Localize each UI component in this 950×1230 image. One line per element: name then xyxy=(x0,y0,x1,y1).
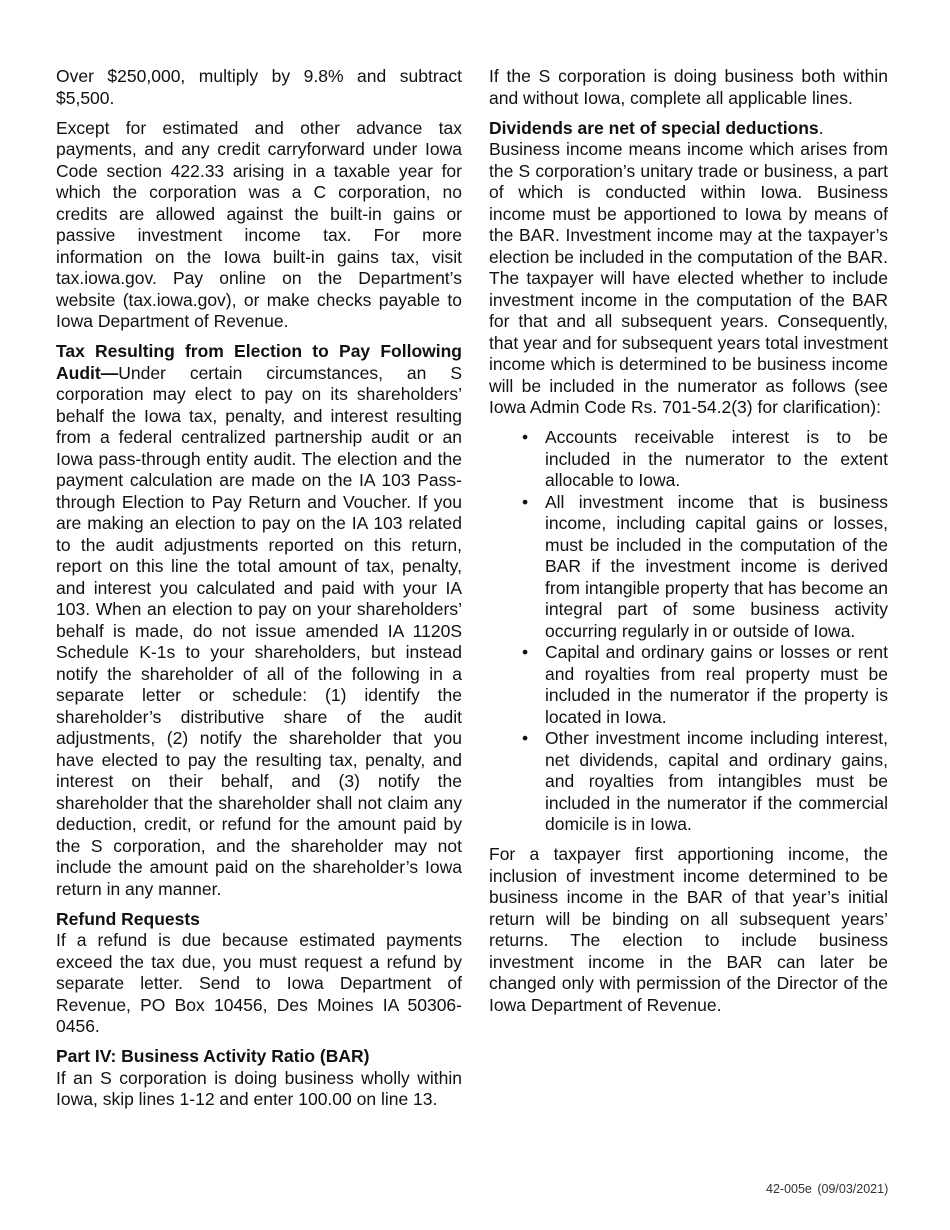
refund-heading: Refund Requests xyxy=(56,908,200,929)
form-number-footer: 42-005e (09/03/2021) xyxy=(766,1182,889,1196)
left-column xyxy=(56,66,462,1119)
dividends-heading-period: . xyxy=(818,117,824,138)
within-without-paragraph: If the S corporation is doing business both within and without Iowa, complete all applicable lines. xyxy=(489,66,888,108)
election-to-pay-paragraph xyxy=(56,341,462,900)
business-income-paragraph: Business income means income which arises from the S corporation’s unitary trade or business, a part of which is conducted within Iowa. Business income must be apportioned to Iowa by means of the BAR. Investment income may at the taxpayer’s election be included in the computation of the BAR. The taxpayer will have elected whether to include investment income in the computation of the BAR for that and all subsequent years. Consequently, that year and for subsequent years total investment income which is determined to be business income will be included in the numerator as follows (see Iowa Admin Code Rs. 701-54.2(3) for clarification): xyxy=(489,139,888,417)
bar-paragraph: If an S corporation is doing business wholly within Iowa, skip lines 1-12 and enter 100.00 on line 13. xyxy=(56,1067,462,1109)
list-item: • Other investment income including interest, net dividends, capital and ordinary gains, and royalties from intangibles must be included in the numerator if the commercial domicile is in Iowa. xyxy=(545,728,888,836)
bar-heading: Part IV: Business Activity Ratio (BAR) xyxy=(56,1046,370,1066)
list-item: • All investment income that is business income, including capital gains or losses, must be included in the computation of the BAR if the investment income is derived from intangible property that has become an integral part of some business activity occurring regularly in or outside of Iowa. xyxy=(545,492,888,643)
list-item: • Capital and ordinary gains or losses or rent and royalties from real property must be included in the numerator if the property is located in Iowa. xyxy=(545,642,888,728)
tax-rate-paragraph: Over $250,000, multiply by 9.8% and subtract $5,500. xyxy=(56,66,462,108)
credits-paragraph: Except for estimated and other advance tax payments, and any credit carryforward under Iowa Code section 422.33 arising in a taxable year for which the corporation was a C corporation, no credits are allowed against the built-in gains or passive investment income tax. For more information on the Iowa built-in gains tax, visit tax.iowa.gov. Pay online on the Department’s website (tax.iowa.gov), or make checks payable to Iowa Department of Revenue. xyxy=(56,117,462,331)
investment-income-list xyxy=(489,427,888,836)
list-item: • Accounts receivable interest is to be included in the numerator to the extent allocable to Iowa. xyxy=(545,427,888,492)
dividends-heading-text: Dividends are net of special deductions xyxy=(489,117,819,138)
election-heading: Tax Resulting from Election to Pay Following Audit— xyxy=(56,341,462,383)
first-apportioning-paragraph: For a taxpayer first apportioning income, the inclusion of investment income determined to be business income in the BAR of that year’s initial return will be binding on all subsequent years’ returns. The election to include business investment income in the BAR can later be changed only with permission of the Director of the Iowa Department of Revenue. xyxy=(489,844,888,1015)
election-text: Under certain circumstances, an S corporation may elect to pay on its shareholders’ behalf the Iowa tax, penalty, and interest resulting from a federal centralized partnership audit or an Iowa pass-through entity audit. The election and the payment calculation are made on the IA 103 Pass-through Election to Pay Return and Voucher. If you are making an election to pay on the IA 103 related to the audit adjustments reported on this return, report on this line the total amount of tax, penalty, and interest you calculated and paid with your IA 103. When an election to pay on your shareholders’ behalf is made, do not issue amended IA 1120S Schedule K-1s to your shareholders, but instead notify the shareholder of all of the following in a separate letter or schedule: (1) identify the shareholder’s distributive share of the audit adjustments, (2) notify the shareholder that you have elected to pay the resulting tax, penalty, and interest on their behalf, and (3) notify the shareholder that the shareholder shall not claim any deduction, credit, or refund for the amount paid by the S corporation, and the shareholder may not include the amount paid on the shareholder’s Iowa return in any manner. xyxy=(56,362,462,899)
dividends-heading xyxy=(489,118,888,140)
right-column xyxy=(489,66,888,1025)
refund-paragraph: If a refund is due because estimated payments exceed the tax due, you must request a refund by separate letter. Send to Iowa Department of Revenue, PO Box 10456, Des Moines IA 50306-0456. xyxy=(56,930,462,1036)
